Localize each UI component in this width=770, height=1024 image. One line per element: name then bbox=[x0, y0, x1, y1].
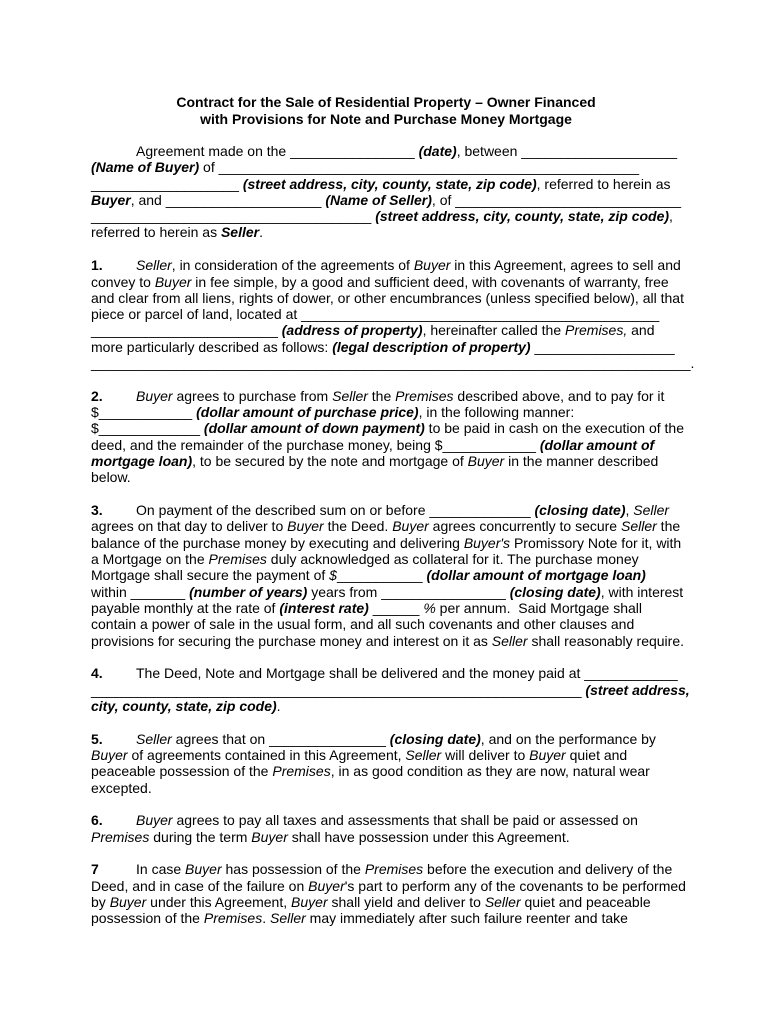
section-5: 5. Seller agrees that on _______________ (closing date), and on the performance by Buyer of agreements contained in this Agreement, Seller will deliver to Buyer quiet and peaceable possession of the Premises, in as good condition as they are now, natural wear excepted. bbox=[91, 730, 656, 796]
intro-paragraph: Agreement made on the ________________ (date), between ____________________ (Name of Buyer) of ______________________________________________________ ___________________ (street address, city, county, state, zip code), referred to herein as Buyer, and ____________________ (Name of Seller), of _____________________________ ____________________________________ (street address, city, county, state, zip code), referred to herein as Seller. bbox=[91, 143, 682, 241]
document-page bbox=[91, 94, 695, 927]
section-3: 3. On payment of the described sum on or before _____________ (closing date), Seller agrees on that day to deliver to Buyer the Deed. Buyer agrees concurrently to secure Seller the balance of the purchase money by executing and delivering Buyer's Promissory Note for it, with a Mortgage on the Premises duly acknowledged as collateral for it. The purchase money Mortgage shall secure the payment of $___________ (dollar amount of mortgage loan) within _______ (number of years) years from ________________ (closing date), with interest payable monthly at the rate of (interest rate) ______ % per annum. Said Mortgage shall contain a power of sale in the usual form, and all such covenants and other clauses and provisions for securing the purchase money and interest on it as Seller shall reasonably require. bbox=[91, 502, 684, 649]
document-title bbox=[91, 94, 681, 127]
section-7: 7 In case Buyer has possession of the Premises before the execution and delivery of the Deed, and in case of the failure on Buyer's part to perform any of the covenants to be performed by Buyer under this Agreement, Buyer shall yield and deliver to Seller quiet and peaceable possession of the Premises. Seller may immediately after such failure reenter and take bbox=[91, 861, 686, 927]
section-1: 1. Seller, in consideration of the agreements of Buyer in this Agreement, agrees to sell and convey to Buyer in fee simple, by a good and sufficient deed, with covenants of warranty, free and clear from all liens, rights of dower, or other encumbrances (unless specified below), all that piece or parcel of land, located at ______________________________________________ ________________________ (address of property), hereinafter called the Premises, and more particularly described as follows: (legal description of property) __________________ _____________________________________________________________________________. bbox=[91, 257, 695, 372]
title-line-1: Contract for the Sale of Residential Property – Owner Financed bbox=[176, 94, 596, 110]
section-4: 4. The Deed, Note and Mortgage shall be delivered and the money paid at ____________ _______________________________________________________________ (street address, city, county, state, zip code). bbox=[91, 665, 690, 714]
title-line-2: with Provisions for Note and Purchase Money Mortgage bbox=[200, 110, 572, 127]
section-6: 6. Buyer agrees to pay all taxes and assessments that shall be paid or assessed on Premises during the term Buyer shall have possession under this Agreement. bbox=[91, 812, 638, 845]
section-2: 2. Buyer agrees to purchase from Seller the Premises described above, and to pay for it $____________ (dollar amount of purchase price), in the following manner: $_____________ (dollar amount of down payment) to be paid in cash on the execution of the deed, and the remainder of the purchase money, being $____________ (dollar amount of mortgage loan), to be secured by the note and mortgage of Buyer in the manner described below. bbox=[91, 387, 684, 486]
